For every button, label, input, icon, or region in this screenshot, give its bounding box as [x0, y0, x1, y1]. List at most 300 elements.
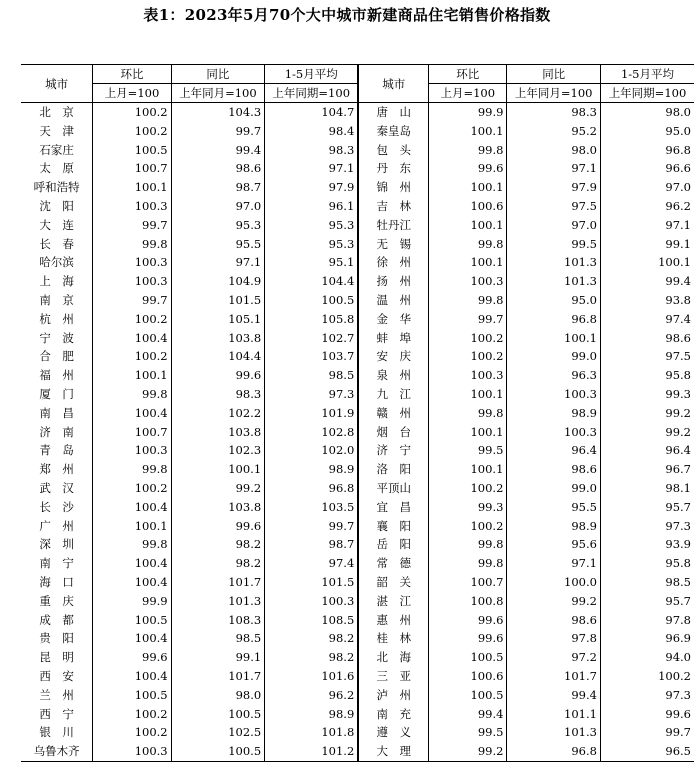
city-cell: 常 德 [358, 554, 428, 573]
yoy-cell: 99.1 [171, 648, 265, 667]
avg-cell: 97.3 [600, 517, 694, 536]
city-cell: 太 原 [39, 161, 74, 176]
avg-cell: 93.8 [600, 291, 694, 310]
city-cell: 济 南 [39, 424, 74, 439]
mom-cell: 100.5 [93, 141, 171, 160]
city-cell: 西 安 [39, 668, 74, 683]
avg-cell: 95.8 [600, 366, 694, 385]
avg-cell: 96.9 [600, 629, 694, 648]
table-row [21, 441, 694, 460]
avg-cell: 99.2 [600, 423, 694, 442]
table-row [21, 629, 694, 648]
yoy-cell: 102.2 [171, 404, 265, 423]
mom-cell: 100.7 [93, 423, 171, 442]
avg-cell: 98.6 [600, 329, 694, 348]
avg-base-left: 上年同期=100 [265, 84, 359, 103]
table-row [21, 404, 694, 423]
mom-cell: 99.9 [93, 592, 171, 611]
avg-cell: 108.5 [265, 611, 359, 630]
avg-cell: 102.0 [265, 441, 359, 460]
mom-cell: 100.2 [93, 310, 171, 329]
yoy-cell: 99.6 [171, 517, 265, 536]
yoy-cell: 98.2 [171, 535, 265, 554]
city-cell: 西 宁 [39, 706, 74, 721]
city-cell: 北 海 [358, 648, 428, 667]
yoy-cell: 95.3 [171, 216, 265, 235]
mom-cell: 99.8 [429, 141, 507, 160]
avg-cell: 102.8 [265, 423, 359, 442]
yoy-cell: 101.1 [507, 705, 601, 724]
yoy-cell: 100.5 [171, 742, 265, 761]
avg-cell: 98.0 [600, 103, 694, 122]
yoy-cell: 97.8 [507, 629, 601, 648]
mom-cell: 99.7 [429, 310, 507, 329]
yoy-cell: 101.3 [507, 723, 601, 742]
city-cell: 天 津 [39, 123, 74, 138]
yoy-cell: 104.4 [171, 347, 265, 366]
mom-cell: 100.3 [93, 272, 171, 291]
avg-cell: 98.1 [600, 479, 694, 498]
yoy-cell: 102.5 [171, 723, 265, 742]
avg-cell: 96.2 [265, 686, 359, 705]
city-cell: 洛 阳 [358, 460, 428, 479]
avg-cell: 97.1 [600, 216, 694, 235]
mom-cell: 99.3 [429, 498, 507, 517]
yoy-cell: 97.1 [171, 253, 265, 272]
mom-cell: 99.8 [429, 291, 507, 310]
table-row [21, 648, 694, 667]
city-header-left: 城市 [21, 65, 93, 103]
avg-cell: 95.1 [265, 253, 359, 272]
city-cell: 南 宁 [39, 556, 74, 571]
avg-cell: 96.6 [600, 159, 694, 178]
mom-cell: 100.4 [93, 667, 171, 686]
yoy-cell: 102.3 [171, 441, 265, 460]
city-cell: 安 庆 [358, 347, 428, 366]
city-cell: 兰 州 [39, 687, 74, 702]
avg-cell: 98.2 [265, 648, 359, 667]
mom-cell: 99.6 [429, 611, 507, 630]
avg-cell: 104.4 [265, 272, 359, 291]
mom-cell: 100.4 [93, 629, 171, 648]
yoy-cell: 101.3 [507, 272, 601, 291]
yoy-cell: 97.1 [507, 554, 601, 573]
avg-header-right: 1-5月平均 [600, 65, 694, 84]
yoy-cell: 101.5 [171, 291, 265, 310]
city-cell: 深 圳 [39, 537, 74, 552]
yoy-cell: 100.5 [171, 705, 265, 724]
city-cell: 长 春 [39, 236, 74, 251]
city-cell: 秦皇岛 [358, 122, 428, 141]
yoy-cell: 99.0 [507, 479, 601, 498]
yoy-cell: 104.9 [171, 272, 265, 291]
table-row [21, 423, 694, 442]
yoy-cell: 100.1 [171, 460, 265, 479]
city-cell: 广 州 [39, 518, 74, 533]
avg-cell: 104.7 [265, 103, 359, 122]
city-cell: 合 肥 [39, 349, 74, 364]
city-cell: 惠 州 [358, 611, 428, 630]
mom-cell: 100.2 [429, 479, 507, 498]
mom-cell: 100.3 [93, 197, 171, 216]
table-row [21, 554, 694, 573]
city-cell: 唐 山 [358, 103, 428, 122]
mom-cell: 99.7 [93, 291, 171, 310]
avg-cell: 98.9 [265, 705, 359, 724]
city-cell: 厦 门 [39, 386, 74, 401]
city-cell: 长 沙 [39, 499, 74, 514]
city-cell: 福 州 [39, 368, 74, 383]
mom-cell: 100.6 [429, 667, 507, 686]
avg-cell: 98.5 [600, 573, 694, 592]
city-cell: 岳 阳 [358, 535, 428, 554]
yoy-header-left: 同比 [171, 65, 265, 84]
avg-cell: 97.3 [600, 686, 694, 705]
avg-base-right: 上年同期=100 [600, 84, 694, 103]
table-row [21, 272, 694, 291]
avg-cell: 97.0 [600, 178, 694, 197]
table-row [21, 141, 694, 160]
yoy-cell: 98.6 [171, 159, 265, 178]
city-cell: 烟 台 [358, 423, 428, 442]
avg-cell: 96.4 [600, 441, 694, 460]
mom-cell: 100.5 [93, 686, 171, 705]
mom-cell: 100.4 [93, 498, 171, 517]
avg-cell: 98.7 [265, 535, 359, 554]
avg-cell: 103.5 [265, 498, 359, 517]
table-row [21, 216, 694, 235]
yoy-cell: 99.4 [507, 686, 601, 705]
yoy-cell: 101.3 [171, 592, 265, 611]
table-row [21, 535, 694, 554]
mom-cell: 100.1 [93, 366, 171, 385]
yoy-cell: 98.3 [507, 103, 601, 122]
table-body [21, 103, 694, 762]
avg-cell: 99.1 [600, 235, 694, 254]
city-cell: 包 头 [358, 141, 428, 160]
mom-cell: 100.4 [93, 573, 171, 592]
city-cell: 宜 昌 [358, 498, 428, 517]
mom-cell: 100.2 [93, 479, 171, 498]
yoy-cell: 100.1 [507, 329, 601, 348]
table-row [21, 742, 694, 761]
avg-cell: 97.4 [265, 554, 359, 573]
city-cell: 海 口 [39, 574, 74, 589]
city-cell: 桂 林 [358, 629, 428, 648]
mom-cell: 100.1 [429, 178, 507, 197]
mom-cell: 99.6 [429, 629, 507, 648]
city-cell: 扬 州 [358, 272, 428, 291]
yoy-cell: 98.7 [171, 178, 265, 197]
avg-cell: 98.5 [265, 366, 359, 385]
yoy-cell: 96.3 [507, 366, 601, 385]
avg-cell: 101.8 [265, 723, 359, 742]
avg-cell: 99.4 [600, 272, 694, 291]
yoy-cell: 99.2 [171, 479, 265, 498]
mom-cell: 99.8 [93, 535, 171, 554]
avg-cell: 100.2 [600, 667, 694, 686]
table-title: 表1：2023年5月70个大中城市新建商品住宅销售价格指数 [143, 6, 551, 24]
avg-cell: 95.8 [600, 554, 694, 573]
mom-cell: 100.1 [429, 122, 507, 141]
yoy-cell: 98.5 [171, 629, 265, 648]
mom-cell: 100.1 [429, 253, 507, 272]
yoy-cell: 99.7 [171, 122, 265, 141]
avg-cell: 96.8 [265, 479, 359, 498]
mom-cell: 100.4 [93, 404, 171, 423]
mom-cell: 100.3 [93, 253, 171, 272]
mom-cell: 100.8 [429, 592, 507, 611]
city-cell: 呼和浩特 [33, 180, 80, 195]
city-cell: 青 岛 [39, 443, 74, 458]
mom-cell: 100.2 [429, 517, 507, 536]
avg-cell: 100.5 [265, 291, 359, 310]
mom-cell: 100.2 [429, 347, 507, 366]
yoy-cell: 105.1 [171, 310, 265, 329]
avg-cell: 99.3 [600, 385, 694, 404]
avg-cell: 96.8 [600, 141, 694, 160]
table-row [21, 253, 694, 272]
table-row [21, 235, 694, 254]
mom-cell: 100.2 [429, 329, 507, 348]
table-row [21, 178, 694, 197]
avg-cell: 101.6 [265, 667, 359, 686]
mom-cell: 99.7 [93, 216, 171, 235]
avg-cell: 99.7 [600, 723, 694, 742]
mom-cell: 99.8 [429, 535, 507, 554]
city-cell: 南 京 [39, 292, 74, 307]
table-row [21, 329, 694, 348]
mom-cell: 99.5 [429, 723, 507, 742]
yoy-cell: 98.3 [171, 385, 265, 404]
city-cell: 泸 州 [358, 686, 428, 705]
yoy-cell: 95.5 [171, 235, 265, 254]
avg-cell: 99.6 [600, 705, 694, 724]
table-row [21, 705, 694, 724]
mom-cell: 99.8 [429, 404, 507, 423]
city-cell: 平顶山 [358, 479, 428, 498]
table-row [21, 103, 694, 122]
city-cell: 杭 州 [39, 311, 74, 326]
mom-cell: 100.2 [93, 723, 171, 742]
mom-cell: 100.1 [93, 517, 171, 536]
mom-base-right: 上月=100 [429, 84, 507, 103]
city-cell: 宁 波 [39, 330, 74, 345]
avg-cell: 94.0 [600, 648, 694, 667]
city-cell: 贵 阳 [39, 631, 74, 646]
yoy-cell: 108.3 [171, 611, 265, 630]
yoy-cell: 96.8 [507, 742, 601, 761]
city-cell: 武 汉 [39, 480, 74, 495]
yoy-cell: 98.2 [171, 554, 265, 573]
yoy-cell: 97.1 [507, 159, 601, 178]
avg-cell: 96.2 [600, 197, 694, 216]
city-cell: 丹 东 [358, 159, 428, 178]
avg-cell: 99.2 [600, 404, 694, 423]
mom-cell: 100.6 [429, 197, 507, 216]
avg-cell: 100.1 [600, 253, 694, 272]
city-cell: 金 华 [358, 310, 428, 329]
avg-header-left: 1-5月平均 [265, 65, 359, 84]
mom-cell: 100.3 [93, 441, 171, 460]
mom-cell: 100.2 [93, 122, 171, 141]
avg-cell: 93.9 [600, 535, 694, 554]
yoy-cell: 95.5 [507, 498, 601, 517]
yoy-cell: 99.5 [507, 235, 601, 254]
city-cell: 锦 州 [358, 178, 428, 197]
price-index-table [21, 64, 694, 762]
avg-cell: 96.7 [600, 460, 694, 479]
table-row [21, 723, 694, 742]
city-cell: 徐 州 [358, 253, 428, 272]
yoy-cell: 97.2 [507, 648, 601, 667]
city-cell: 银 川 [39, 725, 74, 740]
city-cell: 韶 关 [358, 573, 428, 592]
city-cell: 上 海 [39, 274, 74, 289]
mom-header-right: 环比 [429, 65, 507, 84]
mom-cell: 100.7 [429, 573, 507, 592]
city-cell: 北 京 [39, 105, 74, 119]
yoy-cell: 95.2 [507, 122, 601, 141]
avg-cell: 97.3 [265, 385, 359, 404]
avg-cell: 95.3 [265, 216, 359, 235]
yoy-cell: 100.0 [507, 573, 601, 592]
table-row [21, 385, 694, 404]
yoy-cell: 98.9 [507, 404, 601, 423]
table-row [21, 592, 694, 611]
yoy-cell: 95.0 [507, 291, 601, 310]
avg-cell: 96.1 [265, 197, 359, 216]
avg-cell: 105.8 [265, 310, 359, 329]
avg-cell: 97.9 [265, 178, 359, 197]
city-header-right: 城市 [358, 65, 428, 103]
yoy-cell: 99.0 [507, 347, 601, 366]
city-cell: 牡丹江 [358, 216, 428, 235]
avg-cell: 95.0 [600, 122, 694, 141]
city-cell: 无 锡 [358, 235, 428, 254]
yoy-cell: 96.4 [507, 441, 601, 460]
city-cell: 成 都 [39, 612, 74, 627]
yoy-cell: 98.9 [507, 517, 601, 536]
city-cell: 南 昌 [39, 405, 74, 420]
mom-cell: 99.9 [429, 103, 507, 122]
mom-cell: 99.6 [429, 159, 507, 178]
avg-cell: 97.5 [600, 347, 694, 366]
city-cell: 石家庄 [39, 142, 74, 157]
mom-cell: 100.3 [93, 742, 171, 761]
mom-cell: 100.1 [429, 216, 507, 235]
table-row [21, 573, 694, 592]
table-row [21, 291, 694, 310]
table-row [21, 366, 694, 385]
yoy-cell: 101.7 [171, 667, 265, 686]
city-cell: 昆 明 [39, 650, 74, 665]
mom-cell: 99.6 [93, 648, 171, 667]
yoy-cell: 103.8 [171, 329, 265, 348]
avg-cell: 97.4 [600, 310, 694, 329]
mom-cell: 99.8 [93, 385, 171, 404]
yoy-cell: 103.8 [171, 423, 265, 442]
mom-cell: 100.4 [93, 329, 171, 348]
city-cell: 泉 州 [358, 366, 428, 385]
mom-cell: 99.5 [429, 441, 507, 460]
table-row [21, 197, 694, 216]
city-cell: 吉 林 [358, 197, 428, 216]
avg-cell: 95.3 [265, 235, 359, 254]
city-cell: 南 充 [358, 705, 428, 724]
avg-cell: 98.3 [265, 141, 359, 160]
avg-cell: 95.7 [600, 592, 694, 611]
yoy-base-left: 上年同月=100 [171, 84, 265, 103]
avg-cell: 103.7 [265, 347, 359, 366]
mom-cell: 100.2 [93, 347, 171, 366]
mom-cell: 99.4 [429, 705, 507, 724]
table-row [21, 122, 694, 141]
table-row [21, 460, 694, 479]
yoy-cell: 97.5 [507, 197, 601, 216]
mom-cell: 100.3 [429, 272, 507, 291]
city-cell: 温 州 [358, 291, 428, 310]
city-cell: 重 庆 [39, 593, 74, 608]
city-cell: 大 理 [358, 742, 428, 761]
yoy-cell: 100.3 [507, 423, 601, 442]
mom-cell: 100.2 [93, 705, 171, 724]
city-cell: 遵 义 [358, 723, 428, 742]
city-cell: 乌鲁木齐 [21, 742, 93, 761]
mom-cell: 100.1 [429, 385, 507, 404]
mom-base-left: 上月=100 [93, 84, 171, 103]
mom-header-left: 环比 [93, 65, 171, 84]
yoy-cell: 101.3 [507, 253, 601, 272]
yoy-cell: 97.0 [507, 216, 601, 235]
yoy-cell: 97.0 [171, 197, 265, 216]
mom-cell: 100.5 [93, 611, 171, 630]
yoy-cell: 103.8 [171, 498, 265, 517]
avg-cell: 99.7 [265, 517, 359, 536]
mom-cell: 100.3 [429, 366, 507, 385]
mom-cell: 100.4 [93, 554, 171, 573]
city-cell: 三 亚 [358, 667, 428, 686]
yoy-cell: 96.8 [507, 310, 601, 329]
avg-cell: 100.3 [265, 592, 359, 611]
city-cell: 湛 江 [358, 592, 428, 611]
table-row [21, 667, 694, 686]
city-cell: 赣 州 [358, 404, 428, 423]
city-cell: 哈尔滨 [39, 255, 74, 270]
city-cell: 大 连 [39, 217, 74, 232]
avg-cell: 98.4 [265, 122, 359, 141]
mom-cell: 99.8 [429, 235, 507, 254]
mom-cell: 99.8 [93, 235, 171, 254]
table-row [21, 347, 694, 366]
avg-cell: 96.5 [600, 742, 694, 761]
yoy-cell: 99.4 [171, 141, 265, 160]
city-cell: 襄 阳 [358, 517, 428, 536]
mom-cell: 100.1 [93, 178, 171, 197]
avg-cell: 95.7 [600, 498, 694, 517]
avg-cell: 98.2 [265, 629, 359, 648]
avg-cell: 101.9 [265, 404, 359, 423]
yoy-cell: 99.6 [171, 366, 265, 385]
yoy-cell: 97.9 [507, 178, 601, 197]
avg-cell: 97.1 [265, 159, 359, 178]
table-row [21, 611, 694, 630]
avg-cell: 98.9 [265, 460, 359, 479]
table-row [21, 498, 694, 517]
mom-cell: 99.8 [93, 460, 171, 479]
mom-cell: 99.8 [429, 554, 507, 573]
yoy-cell: 98.6 [507, 460, 601, 479]
